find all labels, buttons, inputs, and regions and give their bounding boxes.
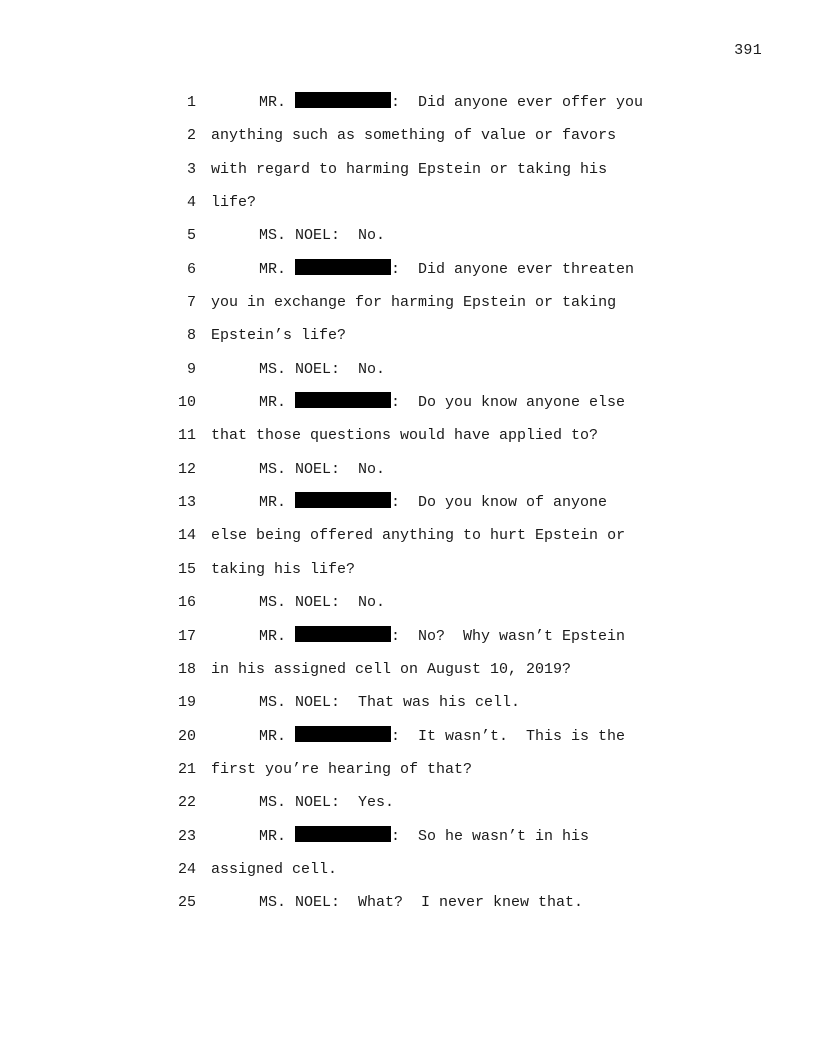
- spoken-text: : Do you know of anyone: [391, 494, 608, 512]
- line-number: 22: [177, 794, 196, 812]
- redaction-box: [295, 92, 391, 108]
- transcript-line: [168, 592, 728, 625]
- transcript-line: [168, 626, 728, 659]
- line-number: 10: [177, 394, 196, 412]
- transcript-line: [168, 759, 728, 792]
- transcript-line: [168, 459, 728, 492]
- line-number: 9: [186, 360, 196, 378]
- line-text: [259, 892, 583, 914]
- redaction-box: [295, 392, 391, 408]
- line-number: 13: [177, 494, 196, 512]
- transcript-line: [168, 525, 728, 558]
- line-number: 7: [186, 294, 196, 312]
- speaker-label: MR.: [259, 494, 287, 512]
- line-text: [211, 292, 616, 314]
- transcript-line: [168, 726, 728, 759]
- transcript-body: [168, 92, 728, 926]
- line-text: [259, 259, 634, 281]
- speaker-label: MR.: [259, 94, 287, 111]
- line-text: [259, 692, 520, 714]
- transcript-line: [168, 292, 728, 325]
- spoken-text: with regard to harming Epstein or taking his: [211, 160, 608, 178]
- spoken-text: else being offered anything to hurt Epstein or: [211, 527, 626, 545]
- line-text: [259, 726, 625, 748]
- line-text: [211, 159, 607, 181]
- line-text: [259, 826, 589, 848]
- line-text: [211, 192, 256, 214]
- transcript-line: [168, 125, 728, 158]
- redaction-box: [295, 492, 391, 508]
- transcript-line: [168, 359, 728, 392]
- spoken-text: life?: [211, 194, 257, 212]
- line-text: [259, 225, 385, 247]
- transcript-line: [168, 325, 728, 358]
- line-number: 2: [186, 127, 196, 145]
- transcript-line: [168, 259, 728, 292]
- line-text: [211, 859, 337, 881]
- spoken-text: : Do you know anyone else: [391, 394, 626, 412]
- line-text: [259, 359, 385, 381]
- speaker-label: MR.: [259, 627, 287, 645]
- line-text: [259, 92, 643, 114]
- line-number: 25: [177, 894, 196, 912]
- transcript-line: [168, 92, 728, 125]
- speaker-label: MR.: [259, 394, 287, 412]
- transcript-line: [168, 659, 728, 692]
- line-number: 11: [177, 427, 196, 445]
- line-number: 19: [177, 694, 196, 712]
- line-text: [259, 792, 394, 814]
- line-number: 17: [177, 627, 196, 645]
- speaker-label: MR.: [259, 827, 287, 845]
- line-number: 15: [177, 560, 196, 578]
- transcript-line: [168, 892, 728, 925]
- transcript-line: [168, 826, 728, 859]
- spoken-text: in his assigned cell on August 10, 2019?: [211, 660, 572, 678]
- transcript-line: [168, 192, 728, 225]
- page-number: 391: [734, 42, 762, 59]
- transcript-line: [168, 792, 728, 825]
- line-number: 8: [186, 327, 196, 345]
- line-number: 3: [186, 160, 196, 178]
- line-text: [211, 525, 625, 547]
- line-number: 6: [186, 260, 196, 278]
- spoken-text: MS. NOEL: No.: [259, 227, 386, 245]
- redaction-box: [295, 626, 391, 642]
- line-number: 20: [177, 727, 196, 745]
- spoken-text: : No? Why wasn’t Epstein: [391, 627, 626, 645]
- spoken-text: MS. NOEL: No.: [259, 594, 386, 612]
- line-text: [259, 592, 385, 614]
- line-text: [259, 626, 625, 648]
- spoken-text: MS. NOEL: What? I never knew that.: [259, 894, 584, 912]
- transcript-line: [168, 225, 728, 258]
- line-number: 12: [177, 460, 196, 478]
- redaction-box: [295, 826, 391, 842]
- spoken-text: : It wasn’t. This is the: [391, 727, 626, 745]
- line-text: [211, 659, 571, 681]
- line-number: 16: [177, 594, 196, 612]
- transcript-line: [168, 692, 728, 725]
- redaction-box: [295, 726, 391, 742]
- spoken-text: you in exchange for harming Epstein or taking: [211, 294, 617, 312]
- transcript-line: [168, 559, 728, 592]
- spoken-text: that those questions would have applied to?: [211, 427, 599, 445]
- spoken-text: assigned cell.: [211, 860, 338, 878]
- line-text: [259, 459, 385, 481]
- line-number: 18: [177, 660, 196, 678]
- line-text: [259, 392, 625, 414]
- speaker-label: MR.: [259, 727, 287, 745]
- spoken-text: : Did anyone ever threaten: [391, 260, 635, 278]
- spoken-text: MS. NOEL: That was his cell.: [259, 694, 521, 712]
- line-number: 23: [177, 827, 196, 845]
- line-text: [211, 425, 598, 447]
- line-text: [259, 492, 607, 514]
- line-text: [211, 759, 472, 781]
- transcript-line: [168, 859, 728, 892]
- transcript-line: [168, 392, 728, 425]
- line-text: [211, 325, 346, 347]
- spoken-text: : So he wasn’t in his: [391, 827, 590, 845]
- transcript-line: [168, 492, 728, 525]
- line-number: 4: [186, 194, 196, 212]
- spoken-text: : Did anyone ever offer you: [391, 94, 644, 111]
- line-number: 21: [177, 760, 196, 778]
- transcript-line: [168, 425, 728, 458]
- speaker-label: MR.: [259, 260, 287, 278]
- line-number: 1: [186, 94, 196, 111]
- spoken-text: taking his life?: [211, 560, 356, 578]
- redaction-box: [295, 259, 391, 275]
- spoken-text: anything such as something of value or favors: [211, 127, 617, 145]
- line-text: [211, 125, 616, 147]
- line-number: 5: [186, 227, 196, 245]
- spoken-text: MS. NOEL: Yes.: [259, 794, 395, 812]
- spoken-text: Epstein’s life?: [211, 327, 347, 345]
- line-number: 14: [177, 527, 196, 545]
- transcript-line: [168, 159, 728, 192]
- line-text: [211, 559, 355, 581]
- spoken-text: MS. NOEL: No.: [259, 460, 386, 478]
- line-number: 24: [177, 860, 196, 878]
- spoken-text: MS. NOEL: No.: [259, 360, 386, 378]
- spoken-text: first you’re hearing of that?: [211, 760, 473, 778]
